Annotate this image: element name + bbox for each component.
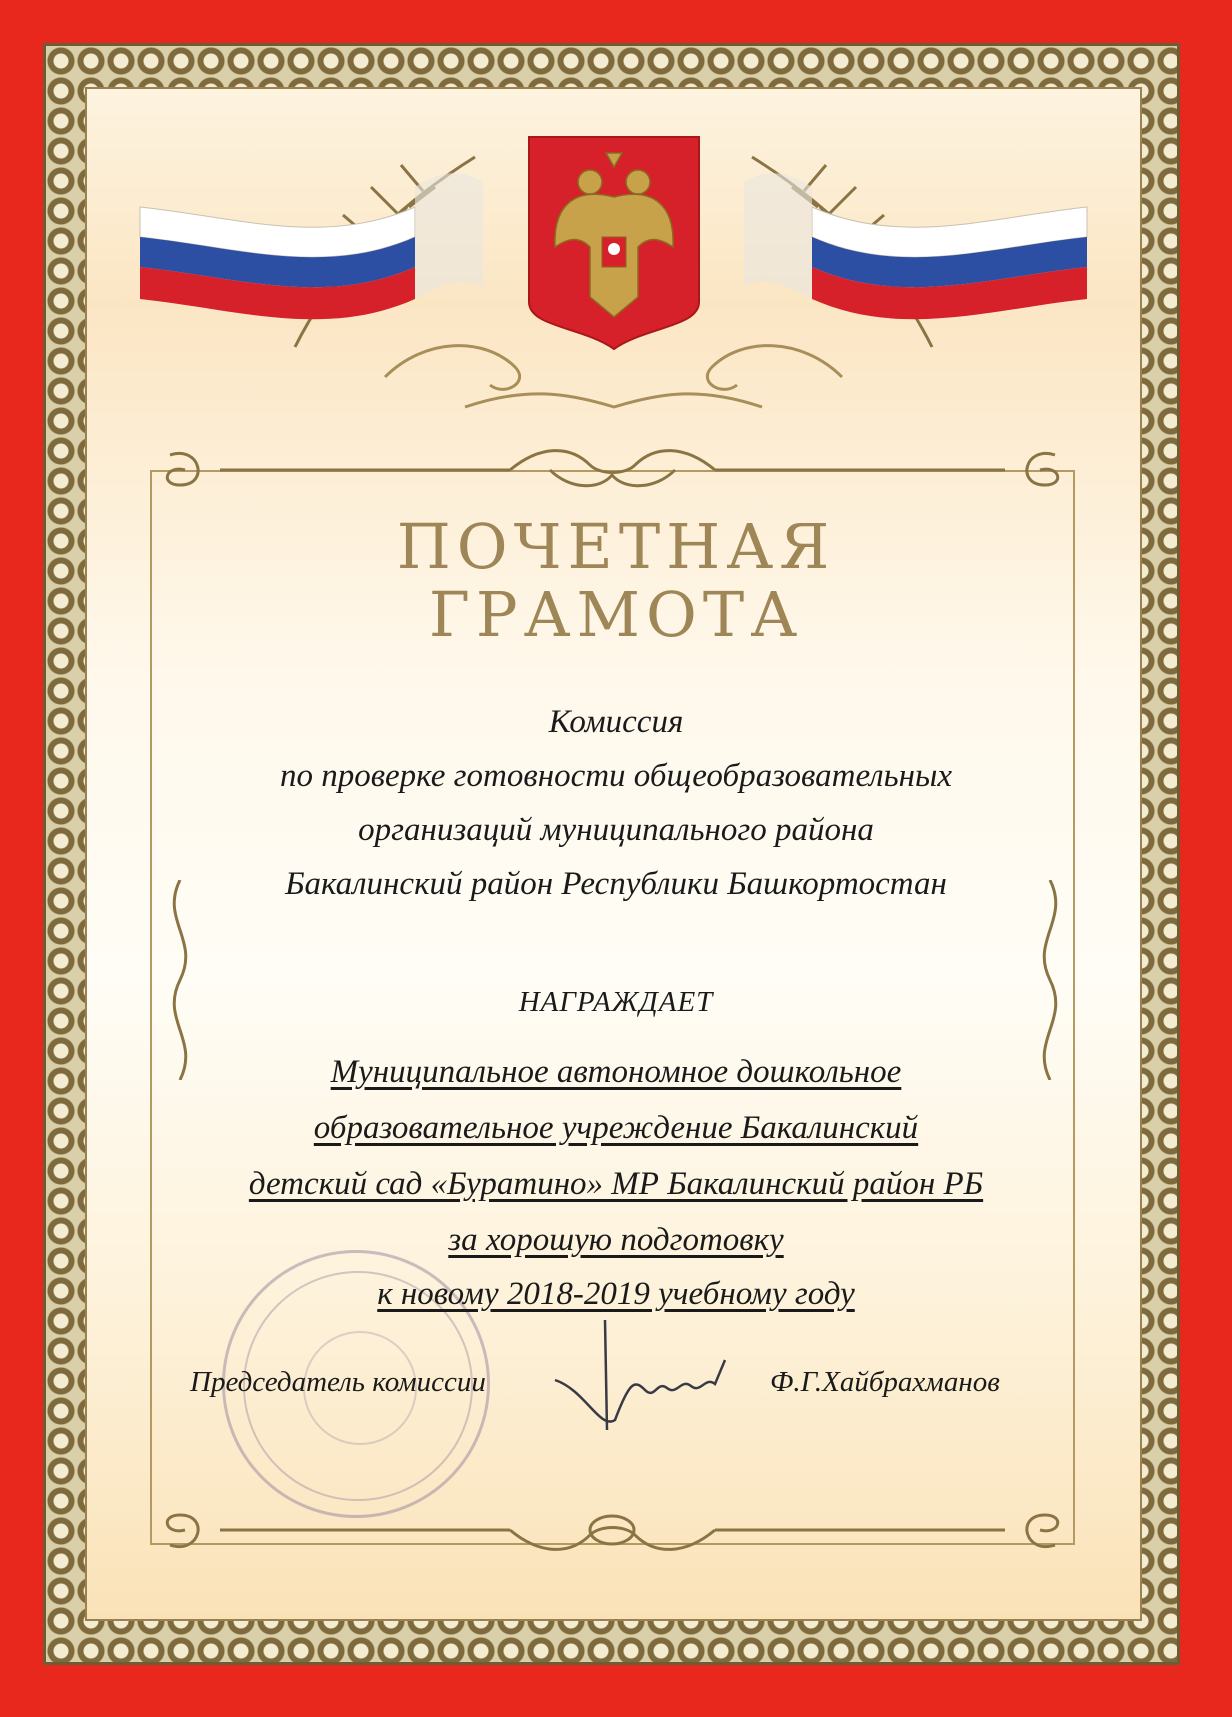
handwritten-signature [545,1320,735,1440]
bottom-divider-ornament [150,1500,1075,1560]
signer-name: Ф.Г.Хайбрахманов [770,1366,1000,1398]
right-side-ornament [1030,880,1070,1080]
signer-role: Председатель комиссии [190,1366,486,1398]
issuer-line: по проверке готовности общеобразовательных [279,758,953,794]
ribbon-left [140,173,483,319]
top-divider-ornament [150,440,1075,500]
recipient-line-wrap [0,1222,1232,1259]
issuer-line: организаций муниципального района [358,812,874,848]
recipient-line: образовательное учреждение Бакалинский [313,1110,919,1146]
recipient-line: к новому 2018-2019 учебному году [377,1276,855,1312]
recipient-line-wrap [0,1166,1232,1203]
certificate-title-line2: ГРАМОТА [428,578,804,651]
left-side-ornament [160,880,200,1080]
flag-ribbon-with-emblem [85,87,1142,427]
recipient-line: Муниципальное автономное дошкольное [330,1054,902,1090]
issuer-line: Бакалинский район Республики Башкортостан [285,866,947,902]
issuer-line: Комиссия [548,704,684,740]
recipient-line: детский сад «Буратино» МР Бакалинский район РБ [248,1166,984,1202]
recipient-line-wrap [0,1110,1232,1147]
recipient-line-wrap [0,1276,1232,1313]
certificate-title-line1: ПОЧЕТНАЯ [396,510,836,583]
scroll-ornament-icon [385,346,842,407]
ribbon-right [744,173,1087,319]
recipient-line-wrap [0,1054,1232,1091]
coat-of-arms-icon [529,137,699,349]
recipient-line: за хорошую подготовку [448,1222,784,1258]
awards-heading: НАГРАЖДАЕТ [518,986,714,1018]
